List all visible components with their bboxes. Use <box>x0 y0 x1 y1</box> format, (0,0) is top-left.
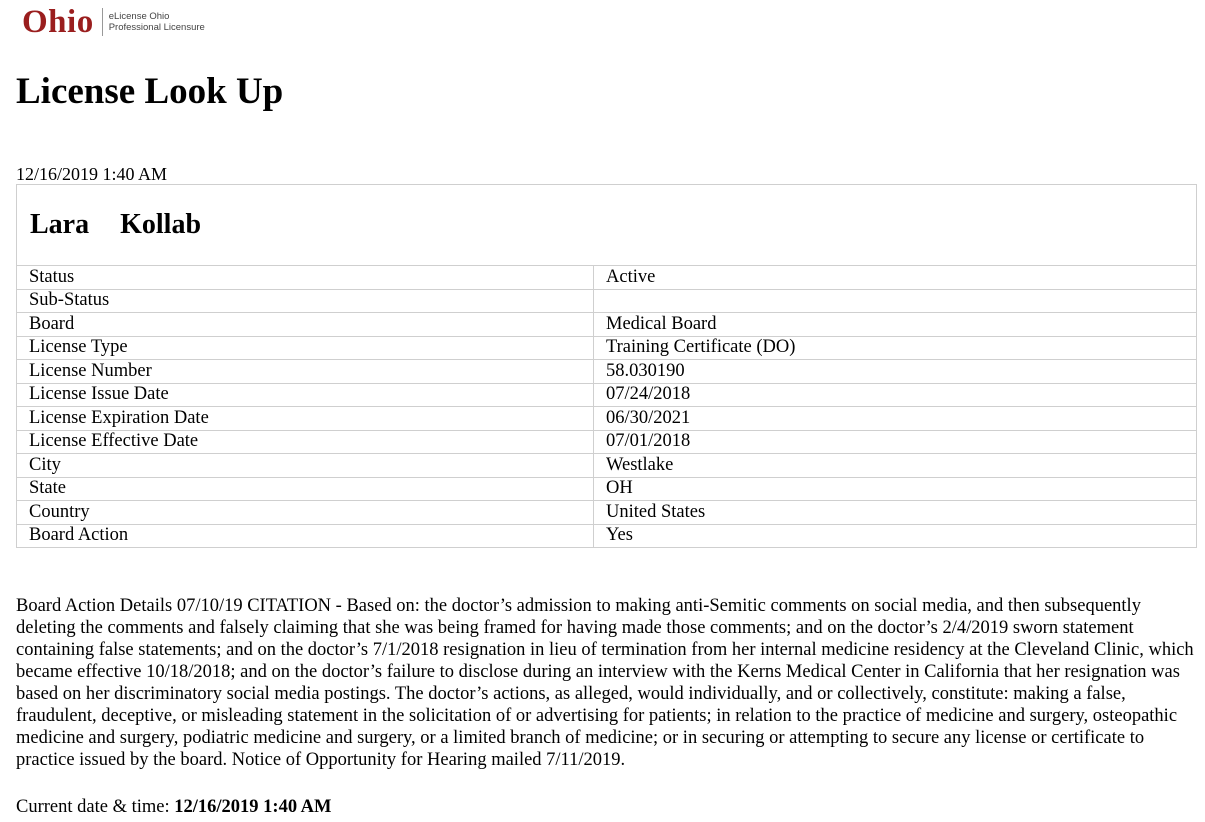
detail-row <box>17 430 1196 454</box>
detail-label: License Type <box>17 336 594 360</box>
detail-label: License Issue Date <box>17 383 594 407</box>
license-details-table <box>17 266 1196 547</box>
detail-value: 58.030190 <box>594 360 1197 384</box>
detail-row <box>17 501 1196 525</box>
detail-row <box>17 266 1196 289</box>
detail-label: Country <box>17 501 594 525</box>
current-date-time-value: 12/16/2019 1:40 AM <box>174 797 332 817</box>
detail-value: 07/24/2018 <box>594 383 1197 407</box>
detail-label: License Expiration Date <box>17 407 594 431</box>
logo-subtitle <box>109 11 205 33</box>
detail-label: License Number <box>17 360 594 384</box>
logo-subtitle-line1: eLicense Ohio <box>108 11 170 22</box>
licensee-last-name: Kollab <box>120 209 202 240</box>
board-action-details: Board Action Details 07/10/19 CITATION - Based on: the doctor’s admission to making anti-Semitic comments on social media, and then subsequently deleting the comments and falsely claiming that she was being framed for having made those comments; and on the doctor’s 2/4/2019 sworn statement containing false statements; and on the doctor’s 7/1/2018 resignation in lieu of termination from her internal medicine residency at the Cleveland Clinic, which became effective 10/18/2018; and on the doctor’s failure to disclose during an interview with the Kerns Medical Center in California that her resignation was based on her discriminatory social media postings. The doctor’s actions, as alleged, would individually, and or collectively, constitute: making a false, fraudulent, deceptive, or misleading statement in the solicitation of or advertising for patients; in relation to the practice of medicine and surgery, osteopathic medicine and surgery, podiatric medicine and surgery, or a limited branch of medicine; or in securing or attempting to secure any license or certificate to practice issued by the board. Notice of Opportunity for Hearing mailed 7/11/2019. <box>16 596 1194 770</box>
detail-label: Board Action <box>17 524 594 547</box>
detail-label: Sub-Status <box>17 289 594 313</box>
detail-label: City <box>17 454 594 478</box>
detail-row <box>17 407 1196 431</box>
detail-row <box>17 477 1196 501</box>
detail-value: Yes <box>594 524 1197 547</box>
licensee-name <box>17 185 1196 266</box>
detail-label: State <box>17 477 594 501</box>
detail-value: Training Certificate (DO) <box>594 336 1197 360</box>
licensee-first-name: Lara <box>30 209 90 240</box>
license-record <box>16 184 1197 548</box>
detail-value <box>594 289 1197 313</box>
detail-value: 07/01/2018 <box>594 430 1197 454</box>
ohio-logo <box>22 5 205 39</box>
detail-row <box>17 313 1196 337</box>
detail-value: Westlake <box>594 454 1197 478</box>
detail-row <box>17 524 1196 547</box>
detail-value: Medical Board <box>594 313 1197 337</box>
detail-row <box>17 336 1196 360</box>
detail-label: License Effective Date <box>17 430 594 454</box>
logo-divider <box>102 8 103 36</box>
current-date-time <box>16 796 332 818</box>
detail-row <box>17 454 1196 478</box>
detail-label: Status <box>17 266 594 289</box>
logo-subtitle-line2: Professional Licensure <box>108 22 205 33</box>
detail-row <box>17 360 1196 384</box>
current-date-time-label: Current date & time: <box>16 797 170 817</box>
page-title: License Look Up <box>16 71 284 112</box>
detail-row <box>17 289 1196 313</box>
detail-row <box>17 383 1196 407</box>
detail-value: Active <box>594 266 1197 289</box>
detail-label: Board <box>17 313 594 337</box>
detail-value: United States <box>594 501 1197 525</box>
detail-value: 06/30/2021 <box>594 407 1197 431</box>
detail-value: OH <box>594 477 1197 501</box>
lookup-timestamp: 12/16/2019 1:40 AM <box>16 164 168 184</box>
logo-wordmark: Ohio <box>22 4 94 40</box>
